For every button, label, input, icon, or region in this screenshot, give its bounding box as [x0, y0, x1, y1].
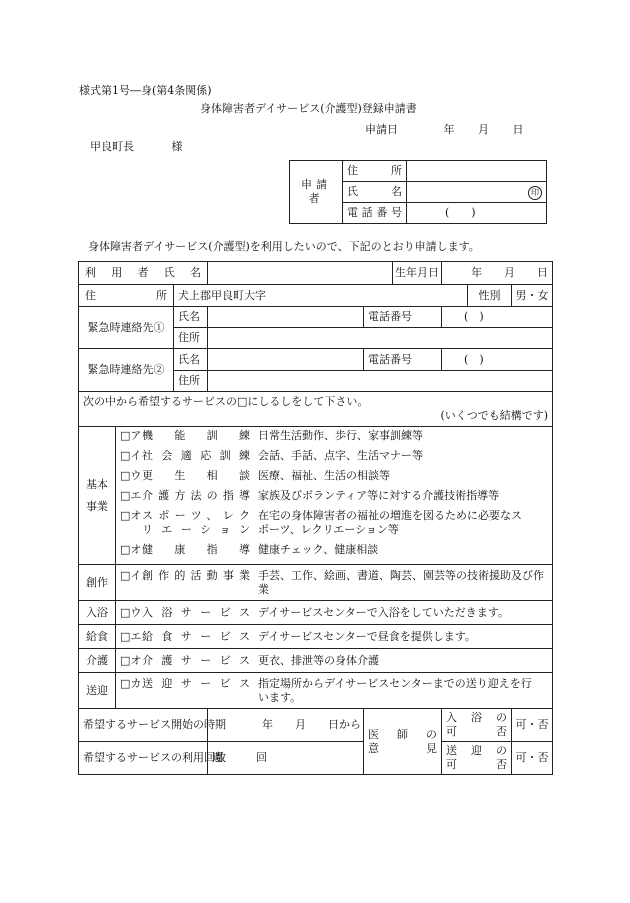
applicant-label: 申請者 — [290, 161, 343, 224]
service-checkbox[interactable]: □エ — [120, 629, 142, 643]
emergency-2-phone-label: 電話番号 — [364, 349, 442, 371]
start-label: 希望するサービス開始の時期 — [79, 709, 208, 742]
service-desc: 在宅の身体障害者の福祉の増進を図るために必要なス ポーツ、レクリエーション等 — [258, 509, 522, 536]
addressee — [90, 138, 183, 154]
service-checkbox-i[interactable]: □イ — [120, 449, 142, 462]
user-address-label: 住所 — [79, 285, 174, 307]
meal-label: 給食 — [79, 625, 116, 649]
form-title: 身体障害者デイサービス(介護型)登録申請書 — [200, 102, 417, 115]
care-label: 介護 — [79, 649, 116, 673]
meal-service — [116, 625, 553, 649]
service-name: 健康指導 — [142, 543, 250, 556]
date-day: 日 — [512, 123, 524, 136]
service-desc: 医療、福祉、生活の相談等 — [258, 469, 390, 482]
main-table — [78, 261, 553, 775]
emergency-1-address-field[interactable] — [208, 328, 553, 349]
sex-field[interactable]: 男・女 — [512, 285, 553, 307]
emergency-2-address-label: 住所 — [174, 371, 208, 392]
service-name: 創作的活動事業 — [142, 568, 250, 582]
care-service — [116, 649, 553, 673]
service-name: スポーツ、レク リエーション — [142, 509, 250, 536]
applicant-phone-label: 電話番号 — [343, 203, 407, 224]
count-field[interactable]: 週 回 — [208, 742, 364, 775]
emergency-1-phone-field[interactable]: ( ) — [442, 307, 553, 328]
basic-services — [116, 427, 553, 565]
service-desc: デイサービスセンターで入浴をしていただきます。 — [258, 605, 509, 619]
applicant-name-field[interactable] — [407, 182, 547, 203]
instruction-cell — [79, 392, 553, 427]
birth-field[interactable]: 年 月 日 — [442, 262, 553, 285]
bath-ok-field[interactable]: 可・否 — [512, 709, 553, 742]
service-name: 機能訓練 — [142, 429, 250, 442]
birth-label: 生年月日 — [393, 262, 442, 285]
date-label: 申請日 — [365, 123, 398, 136]
creative-service — [116, 565, 553, 601]
service-desc: 指定場所からデイサービスセンターまでの送り迎えを行 います。 — [258, 676, 532, 704]
service-desc: 手芸、工作、絵画、書道、陶芸、園芸等の技術援助及び作 業 — [258, 568, 544, 596]
application-date — [365, 121, 524, 137]
user-address-field[interactable]: 犬上郡甲良町大字 — [174, 285, 468, 307]
emergency-2-address-field[interactable] — [208, 371, 553, 392]
applicant-phone-field[interactable]: ( ) — [407, 203, 547, 224]
service-desc: 日常生活動作、歩行、家事訓練等 — [258, 429, 423, 442]
emergency-2-name-label: 氏名 — [174, 349, 208, 371]
emergency-1-name-label: 氏名 — [174, 307, 208, 328]
emergency-2-label: 緊急時連絡先② — [79, 349, 174, 392]
service-name: 送迎サービス — [142, 676, 250, 690]
instruction-text: 次の中から希望するサービスの□にしるしをして下さい。 — [83, 395, 369, 408]
service-checkbox-a[interactable]: □ア — [120, 429, 142, 442]
transport-ok-field[interactable]: 可・否 — [512, 742, 553, 775]
emergency-1-address-label: 住所 — [174, 328, 208, 349]
service-checkbox-u[interactable]: □ウ — [120, 469, 142, 482]
count-label: 希望するサービスの利用回数 — [79, 742, 208, 775]
user-name-field[interactable] — [208, 262, 393, 285]
transport-service — [116, 673, 553, 709]
service-desc: デイサービスセンターで昼食を提供します。 — [258, 629, 476, 643]
service-name: 社会適応訓練 — [142, 449, 250, 462]
service-checkbox-o2[interactable]: □オ — [120, 543, 142, 556]
service-checkbox-o[interactable]: □オ — [120, 509, 142, 522]
seal-mark: 印 — [528, 186, 542, 200]
form-number: 様式第1号―身(第4条関係) — [79, 84, 212, 97]
transport-ok-label: 送迎の 可否 — [442, 742, 512, 775]
service-desc: 家族及びボランティア等に対する介護技術指導等 — [258, 489, 500, 502]
service-checkbox[interactable]: □イ — [120, 568, 142, 582]
doctor-opinion-label: 医師の 意見 — [364, 709, 442, 775]
intro-text: 身体障害者デイサービス(介護型)を利用したいので、下記のとおり申請します。 — [88, 240, 480, 253]
bath-label: 入浴 — [79, 601, 116, 625]
emergency-2-phone-field[interactable]: ( ) — [442, 349, 553, 371]
service-desc: 健康チェック、健康相談 — [258, 543, 379, 556]
bath-ok-label: 入浴の 可否 — [442, 709, 512, 742]
applicant-table — [289, 160, 547, 224]
date-year: 年 — [443, 123, 455, 136]
date-month: 月 — [478, 123, 489, 136]
user-name-label: 利用者氏名 — [79, 262, 208, 285]
addressee-name: 甲良町長 — [90, 140, 134, 153]
service-name: 介護方法の指導 — [142, 489, 250, 502]
addressee-honorific: 様 — [171, 140, 183, 153]
service-desc: 会話、手話、点字、生活マナー等 — [258, 449, 423, 462]
emergency-2-name-field[interactable] — [208, 349, 364, 371]
start-field[interactable]: 年 月 日から — [208, 709, 364, 742]
service-desc: 更衣、排泄等の身体介護 — [258, 653, 379, 667]
sex-label: 性別 — [468, 285, 512, 307]
service-checkbox[interactable]: □ウ — [120, 605, 142, 619]
instruction-note: (いくつでも結構です) — [440, 409, 549, 422]
service-name: 更生相談 — [142, 469, 250, 482]
service-name: 介護サービス — [142, 653, 250, 667]
service-name: 給食サービス — [142, 629, 250, 643]
applicant-address-field[interactable] — [407, 161, 547, 182]
service-checkbox-e[interactable]: □エ — [120, 489, 142, 502]
creative-label: 創作 — [79, 565, 116, 601]
applicant-name-label: 氏名 — [343, 182, 407, 203]
service-checkbox[interactable]: □カ — [120, 676, 142, 690]
bath-service — [116, 601, 553, 625]
basic-label: 基本 事業 — [79, 427, 116, 565]
emergency-1-name-field[interactable] — [208, 307, 364, 328]
emergency-1-phone-label: 電話番号 — [364, 307, 442, 328]
service-checkbox[interactable]: □オ — [120, 653, 142, 667]
transport-label: 送迎 — [79, 673, 116, 709]
applicant-address-label: 住所 — [343, 161, 407, 182]
service-name: 入浴サービス — [142, 605, 250, 619]
emergency-1-label: 緊急時連絡先① — [79, 307, 174, 349]
